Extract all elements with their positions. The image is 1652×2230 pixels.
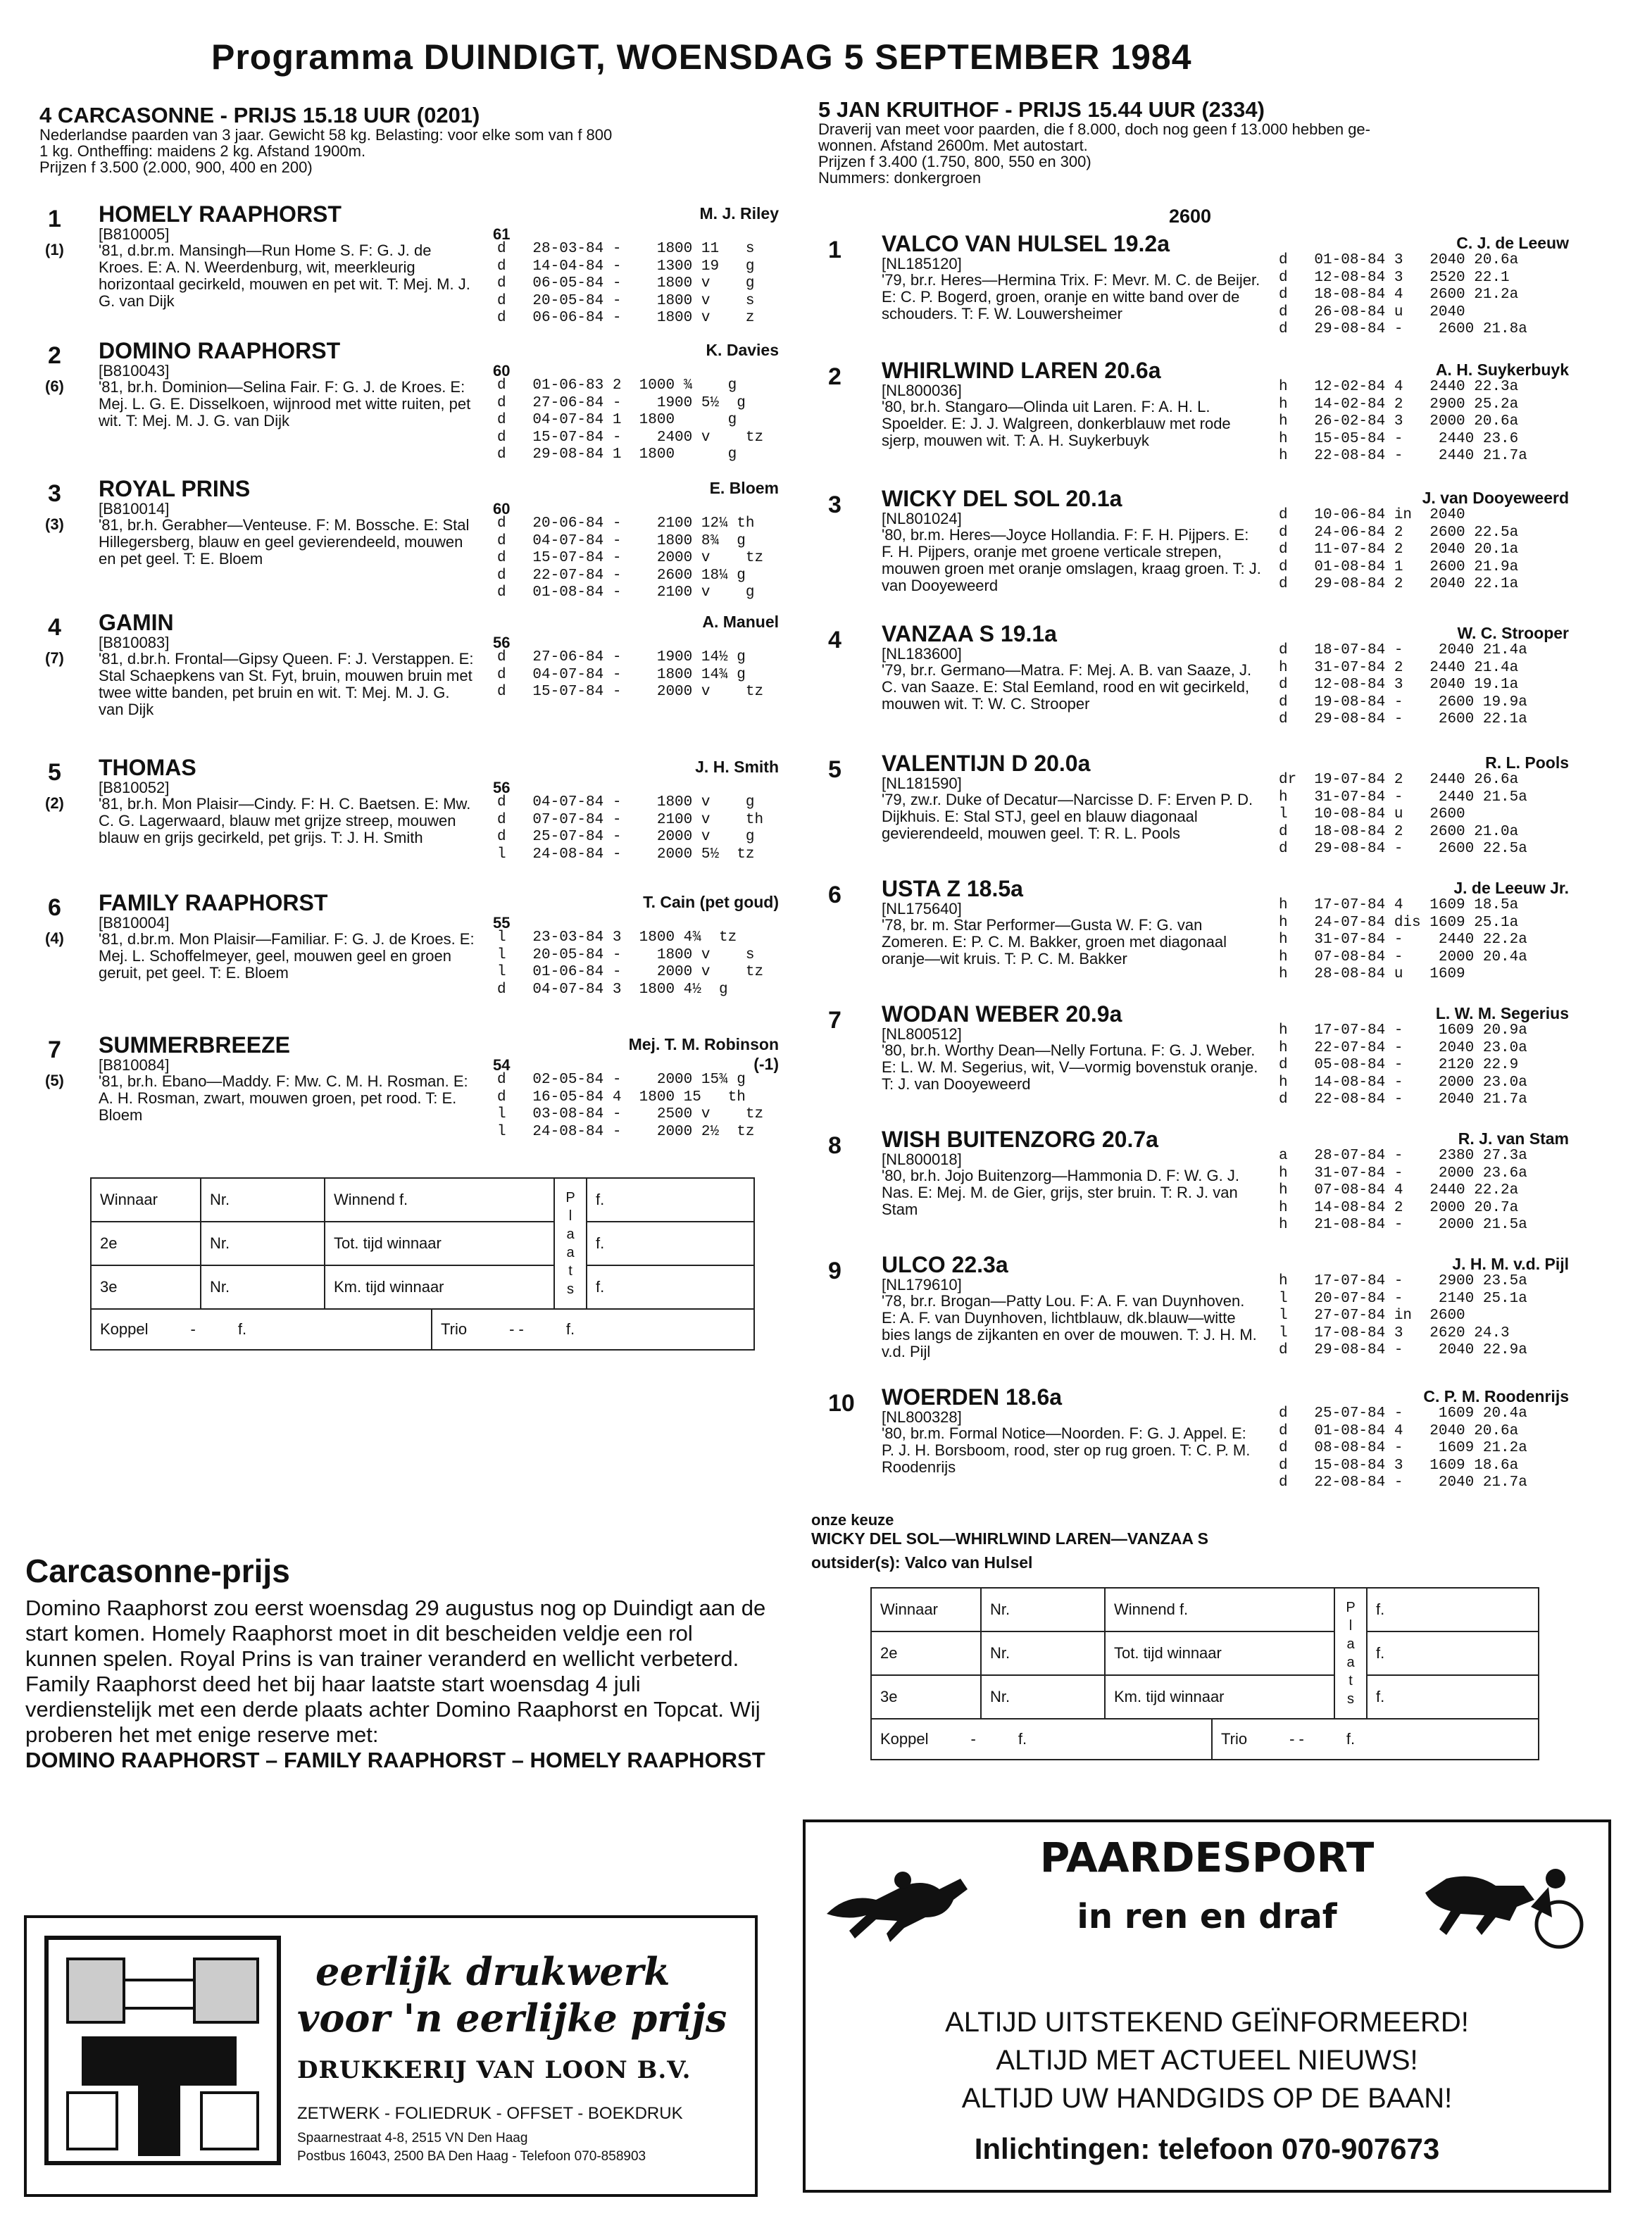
horse-name: USTA Z 18.5a: [882, 876, 1023, 901]
recent-runs: d 28-03-84 - 1800 11 s d 14-04-84 - 1300 19 g d 06-05-84 - 1800 v g d 20-05-84 - 1800 v s d 06-06-84 - 1800 v z: [497, 241, 755, 326]
race4-header-block: [39, 104, 779, 175]
horse-code: [NL800036]: [882, 382, 962, 399]
jockey-name: K. Davies: [706, 341, 779, 359]
plaats-f-1: f.: [587, 1178, 754, 1222]
trotting-horse-icon: [1411, 1850, 1594, 1956]
second-label: 2e: [871, 1631, 981, 1675]
race4-detail: 1 kg. Ontheffing: maidens 2 kg. Afstand 1900m.: [39, 142, 366, 160]
jockey-name: C. P. M. Roodenrijs: [1423, 1387, 1569, 1405]
horse-code: [NL179610]: [882, 1276, 962, 1293]
entry-number: 6: [828, 882, 841, 908]
race5-result-table: [870, 1587, 1539, 1760]
recent-runs: dr 19-07-84 2 2440 26.6a h 31-07-84 - 2440 21.5a l 10-08-84 u 2600 d 18-08-84 2 2600 21.0a d 29-08-84 - 2600 22.5a: [1279, 772, 1527, 857]
ad-line2: voor 'n eerlijke prijs: [297, 1996, 727, 2041]
post-position: (7): [45, 649, 64, 667]
ad-company: DRUKKERIJ VAN LOON B.V.: [297, 2056, 692, 2084]
jockey-name: W. C. Strooper: [1457, 624, 1569, 642]
post-position: (2): [45, 794, 64, 812]
recent-runs: d 01-06-83 2 1000 ¾ g d 27-06-84 - 1900 5½ g d 04-07-84 1 1800 g d 15-07-84 - 2400 v tz d 29-08-84 1 1800 g: [497, 377, 764, 463]
horse-description: '81, br.h. Ebano—Maddy. F: Mw. C. M. H. Rosman. E: A. H. Rosman, zwart, mouwen groen, pet rood. T: E. Bloem: [99, 1072, 468, 1124]
recent-runs: h 17-07-84 - 2900 23.5a l 20-07-84 - 2140 25.1a l 27-07-84 in 2600 l 17-08-84 3 2620 24.3 d 29-08-84 - 2040 22.9a: [1279, 1273, 1527, 1358]
recent-runs: h 12-02-84 4 2440 22.3a h 14-02-84 2 2900 25.2a h 26-02-84 3 2000 20.6a h 15-05-84 - 2440 23.6 h 22-08-84 - 2440 21.7a: [1279, 379, 1527, 464]
jockey-name: E. Bloem: [709, 479, 779, 497]
jockey-note: (-1): [753, 1055, 779, 1073]
horse-name: GAMIN: [99, 610, 174, 635]
race5-detail: Nummers: donkergroen: [818, 169, 982, 187]
post-position: (4): [45, 929, 64, 947]
horse-name: VALENTIJN D 20.0a: [882, 751, 1091, 776]
nr-label: Nr.: [981, 1675, 1105, 1719]
horse-description: '81, br.h. Gerabher—Venteuse. F: M. Bossche. E: Stal Hillegersberg, blauw en geel gevierendeeld, mouwen en pet geel. T: E. Bloem: [99, 516, 470, 568]
horse-description: '81, d.br.h. Frontal—Gipsy Queen. F: J. Verstappen. E: Stal Schaepkens van St. Fyt, bruin, mouwen bruin met twee witte banden, pet bruin en wit. T: Mej. M. J. G. van Dijk: [99, 650, 474, 718]
recent-runs: l 23-03-84 3 1800 4¾ tz l 20-05-84 - 1800 v s l 01-06-84 - 2000 v tz d 04-07-84 3 1800 4½ g: [497, 929, 764, 998]
jockey-name: R. J. van Stam: [1458, 1129, 1569, 1148]
jockey-name: M. J. Riley: [699, 204, 779, 223]
horse-description: '79, br.r. Heres—Hermina Trix. F: Mevr. M. C. de Beijer. E: C. P. Bogerd, groen, oranje en witte band over de schouders. T: F. W. Louwersheimer: [882, 271, 1260, 322]
horse-code: [B810014]: [99, 500, 170, 518]
weight: 61: [493, 225, 511, 243]
entry-number: 2: [48, 342, 61, 369]
horse-code: [B810052]: [99, 779, 170, 796]
jockey-name: J. de Leeuw Jr.: [1453, 879, 1569, 897]
race5-detail: Prijzen f 3.400 (1.750, 800, 550 en 300): [818, 153, 1091, 170]
horse-name: DOMINO RAAPHORST: [99, 338, 341, 363]
plaats-f-2: f.: [587, 1222, 754, 1265]
ad-paardesport: [803, 1819, 1611, 2193]
recent-runs: h 17-07-84 - 1609 20.9a h 22-07-84 - 2040 23.0a d 05-08-84 - 2120 22.9 h 14-08-84 - 2000 23.0a d 22-08-84 - 2040 21.7a: [1279, 1022, 1527, 1108]
article-pick: DOMINO RAAPHORST – FAMILY RAAPHORST – HOMELY RAAPHORST: [25, 1748, 765, 1772]
ad-line3: ALTIJD UW HANDGIDS OP DE BAAN!: [961, 2083, 1453, 2114]
horse-name: WHIRLWIND LAREN 20.6a: [882, 358, 1161, 383]
ad-line1: eerlijk drukwerk: [315, 1949, 670, 1994]
plaats-f-1: f.: [1367, 1588, 1539, 1631]
horse-description: '80, br.h. Stangaro—Olinda uit Laren. F: A. H. L. Spoelder. E: J. J. Walgreen, donkerblauw met rode sjerp, mouwen wit. T: A. H. Suykerbuyk: [882, 398, 1231, 449]
horse-description: '79, br.r. Germano—Matra. F: Mej. A. B. van Saaze, J. C. van Saaze. E: Stal Eemland, rood en wit gecirkeld, mouwen wit. T: W. C. Strooper: [882, 661, 1252, 713]
jockey-name: T. Cain (pet goud): [643, 893, 779, 911]
recent-runs: d 04-07-84 - 1800 v g d 07-07-84 - 2100 v th d 25-07-84 - 2000 v g l 24-08-84 - 2000 5½ tz: [497, 794, 764, 863]
race4-header: 4 CARCASONNE - PRIJS 15.18 UUR (0201): [39, 103, 480, 127]
ad-line2: ALTIJD MET ACTUEEL NIEUWS!: [996, 2045, 1418, 2076]
race4-result-table: [90, 1177, 755, 1351]
weight: 60: [493, 362, 511, 380]
jockey-name: J. van Dooyeweerd: [1422, 489, 1569, 507]
horse-description: '78, br. m. Star Performer—Gusta W. F: G. van Zomeren. E: P. C. M. Bakker, groen met diagonaal oranje—wit kruis. T: P. C. M. Bakker: [882, 916, 1227, 967]
outsider: outsider(s): Valco van Hulsel: [811, 1553, 1033, 1572]
horse-name: WICKY DEL SOL 20.1a: [882, 486, 1122, 511]
entry-number: 3: [48, 480, 61, 507]
weight: 55: [493, 914, 511, 932]
ad-services: ZETWERK - FOLIEDRUK - OFFSET - BOEKDRUK: [297, 2104, 683, 2123]
third-label: 3e: [871, 1675, 981, 1719]
horse-description: '78, br.r. Brogan—Patty Lou. F: A. F. van Duynhoven. E: A. F. van Duynhoven, lichtblauw, dk.blauw—witte bies langs de zijkanten en over de mouwen. T: J. H. M. v.d. Pijl: [882, 1292, 1257, 1360]
entry-number: 4: [48, 614, 61, 641]
horse-code: [B810083]: [99, 634, 170, 651]
jockey-name: Mej. T. M. Robinson: [628, 1035, 779, 1053]
post-position: (5): [45, 1072, 64, 1089]
nr-label: Nr.: [201, 1265, 325, 1309]
horse-name: VANZAA S 19.1a: [882, 621, 1057, 646]
weight: 56: [493, 779, 511, 796]
horse-code: [B810004]: [99, 914, 170, 932]
nr-label: Nr.: [981, 1631, 1105, 1675]
ad-subtitle: in ren en draf: [1077, 1897, 1337, 1936]
horse-name: SUMMERBREEZE: [99, 1032, 291, 1058]
horse-code: [NL183600]: [882, 645, 962, 663]
trio-cell: Trio - - f.: [1211, 1720, 1355, 1759]
plaats-f-3: f.: [587, 1265, 754, 1309]
recent-runs: d 20-06-84 - 2100 12¼ th d 04-07-84 - 1800 8¾ g d 15-07-84 - 2000 v tz d 22-07-84 - 2600 18¼ g d 01-08-84 - 2100 v g: [497, 515, 764, 601]
horse-description: '80, br.m. Heres—Joyce Hollandia. F: F. H. Pijpers. E: F. H. Pijpers, oranje met groene verticale strepen, mouwen groen met oranje omslagen, kraag groen. T: J. van Dooyeweerd: [882, 526, 1261, 594]
galloping-horse-icon: [820, 1850, 989, 1949]
jockey-name: R. L. Pools: [1485, 753, 1569, 772]
plaats-f-3: f.: [1367, 1675, 1539, 1719]
horse-description: '79, zw.r. Duke of Decatur—Narcisse D. F: Erven P. D. Dijkhuis. E: Stal STJ, geel en blauw diagonaal gevierendeeld, mouwen geel. T: R. L. Pools: [882, 791, 1253, 842]
horse-code: [NL801024]: [882, 510, 962, 527]
recent-runs: h 17-07-84 4 1609 18.5a h 24-07-84 dis 1609 25.1a h 31-07-84 - 2440 22.2a h 07-08-84 - 2000 20.4a h 28-08-84 u 1609: [1279, 897, 1527, 982]
jockey-name: J. H. Smith: [695, 758, 779, 776]
horse-code: [NL800328]: [882, 1408, 962, 1426]
entry-number: 2: [828, 363, 841, 390]
plaats-f-2: f.: [1367, 1631, 1539, 1675]
horse-code: [B810084]: [99, 1056, 170, 1074]
plaats-label: P l a a t s: [1334, 1588, 1367, 1719]
ad-line1: ALTIJD UITSTEKEND GEÏNFORMEERD!: [945, 2007, 1469, 2038]
second-label: 2e: [91, 1222, 201, 1265]
weight: 54: [493, 1056, 511, 1074]
horse-code: [NL181590]: [882, 775, 962, 792]
recent-runs: d 10-06-84 in 2040 d 24-06-84 2 2600 22.5a d 11-07-84 2 2040 20.1a d 01-08-84 1 2600 21.9a d 29-08-84 2 2040 22.1a: [1279, 507, 1519, 592]
article: [25, 1552, 766, 1773]
nr-label: Nr.: [201, 1222, 325, 1265]
horse-name: ROYAL PRINS: [99, 476, 251, 501]
recent-runs: d 01-08-84 3 2040 20.6a d 12-08-84 3 2520 22.1 d 18-08-84 4 2600 21.2a d 26-08-84 u 2040 d 29-08-84 - 2600 21.8a: [1279, 252, 1527, 337]
recent-runs: d 27-06-84 - 1900 14½ g d 04-07-84 - 1800 14¾ g d 15-07-84 - 2000 v tz: [497, 649, 764, 700]
entry-number: 4: [828, 627, 841, 653]
ad-title: PAARDESPORT: [1039, 1834, 1375, 1881]
horse-code: [NL175640]: [882, 900, 962, 917]
ad-address2: Postbus 16043, 2500 BA Den Haag - Telefoon 070-858903: [297, 2149, 646, 2164]
post-position: (1): [45, 241, 64, 258]
horse-description: '80, br.h. Jojo Buitenzorg—Hammonia D. F: W. G. J. Nas. E: Mej. M. de Gier, grijs, ster bruin. T: R. J. van Stam: [882, 1167, 1239, 1218]
race5-header: 5 JAN KRUITHOF - PRIJS 15.44 UUR (2334): [818, 97, 1265, 122]
horse-name: ULCO 22.3a: [882, 1252, 1008, 1277]
horse-description: '81, br.h. Dominion—Selina Fair. F: G. J. de Kroes. E: Mej. L. G. E. Disselkoen, wijnrood met witte ruiten, pet wit. T: Mej. M. J. G. van Dijk: [99, 378, 471, 430]
horse-code: [NL800512]: [882, 1025, 962, 1043]
entry-number: 7: [828, 1007, 841, 1034]
plaats-label: P l a a t s: [554, 1178, 587, 1309]
race4-detail: Prijzen f 3.500 (2.000, 900, 400 en 200): [39, 158, 313, 176]
ad-drukkerij: [24, 1915, 758, 2197]
entry-number: 5: [828, 756, 841, 783]
third-label: 3e: [91, 1265, 201, 1309]
koppel-cell: Koppel - f.: [880, 1730, 1027, 1748]
race5-distance: 2600: [1169, 206, 1212, 227]
horse-code: [B810005]: [99, 225, 170, 243]
trio-cell: Trio - - f.: [431, 1310, 575, 1349]
recent-runs: d 18-07-84 - 2040 21.4a h 31-07-84 2 2440 21.4a d 12-08-84 3 2040 19.1a d 19-08-84 - 2600 19.9a d 29-08-84 - 2600 22.1a: [1279, 642, 1527, 727]
km-tijd-label: Km. tijd winnaar: [325, 1265, 554, 1309]
horse-name: FAMILY RAAPHORST: [99, 890, 328, 915]
winnaar-label: Winnaar: [871, 1588, 981, 1631]
entry-number: 10: [828, 1390, 855, 1417]
recent-runs: d 25-07-84 - 1609 20.4a d 01-08-84 4 2040 20.6a d 08-08-84 - 1609 21.2a d 15-08-84 3 1609 18.6a d 22-08-84 - 2040 21.7a: [1279, 1405, 1527, 1491]
article-body: Domino Raaphorst zou eerst woensdag 29 augustus nog op Duindigt aan de start komen. Homely Raaphorst moet in dit bescheiden veldje een rol kunnen spelen. Royal Prins is van trainer veranderd en wellicht verbeterd. Family Raaphorst deed het bij haar laatste start woensdag 4 juli verdienstelijk met een derde plaats achter Domino Raaphorst en Topcat. Wij proberen het met enige reserve met:: [25, 1596, 766, 1747]
horse-description: '81, d.br.m. Mansingh—Run Home S. F: G. J. de Kroes. E: A. N. Weerdenburg, wit, meerkleurig horizontaal gecirkeld, mouwen en pet wit. T: Mej. M. J. G. van Dijk: [99, 242, 470, 310]
tot-tijd-label: Tot. tijd winnaar: [1105, 1631, 1334, 1675]
horse-code: [NL800018]: [882, 1151, 962, 1168]
nr-label: Nr.: [201, 1178, 325, 1222]
entry-number: 7: [48, 1036, 61, 1063]
keuze-label: onze keuze: [811, 1511, 894, 1529]
horse-name: VALCO VAN HULSEL 19.2a: [882, 231, 1170, 256]
race5-detail: wonnen. Afstand 2600m. Met autostart.: [818, 137, 1088, 154]
ad-contact: Inlichtingen: telefoon 070-907673: [974, 2132, 1440, 2165]
article-title: Carcasonne-prijs: [25, 1553, 290, 1589]
recent-runs: a 28-07-84 - 2380 27.3a h 31-07-84 - 2000 23.6a h 07-08-84 4 2440 22.2a h 14-08-84 2 2000 20.7a h 21-08-84 - 2000 21.5a: [1279, 1148, 1527, 1233]
horse-name: HOMELY RAAPHORST: [99, 201, 342, 227]
race4-detail: Nederlandse paarden van 3 jaar. Gewicht 58 kg. Belasting: voor elke som van f 800: [39, 126, 613, 144]
horse-description: '81, d.br.m. Mon Plaisir—Familiar. F: G. J. de Kroes. E: Mej. L. Schoffelmeyer, geel, mouwen geel en groen geruit, pet geel. T: E. Bloem: [99, 930, 475, 982]
km-tijd-label: Km. tijd winnaar: [1105, 1675, 1334, 1719]
horse-description: '81, br.h. Mon Plaisir—Cindy. F: H. C. Baetsen. E: Mw. C. G. Lagerwaard, blauw met grijze streep, mouwen blauw en grijs gecirkeld, pet grijs. T: J. H. Smith: [99, 795, 471, 846]
jockey-name: J. H. M. v.d. Pijl: [1452, 1255, 1569, 1273]
nr-label: Nr.: [981, 1588, 1105, 1631]
tot-tijd-label: Tot. tijd winnaar: [325, 1222, 554, 1265]
horse-name: WODAN WEBER 20.9a: [882, 1001, 1122, 1027]
weight: 60: [493, 500, 511, 518]
entry-number: 3: [828, 491, 841, 518]
race5-header-block: [818, 99, 1607, 186]
post-position: (3): [45, 515, 64, 533]
entry-number: 5: [48, 759, 61, 786]
entry-number: 8: [828, 1132, 841, 1159]
race5-detail: Draverij van meet voor paarden, die f 8.000, doch nog geen f 13.000 hebben ge-: [818, 120, 1370, 138]
page-title: Programma DUINDIGT, WOENSDAG 5 SEPTEMBER 1984: [211, 37, 1192, 77]
horse-description: '80, br.h. Worthy Dean—Nelly Fortuna. F: G. J. Weber. E: L. W. M. Segerius, wit, V—vormig bovenstuk oranje. T: J. van Dooyeweerd: [882, 1041, 1258, 1093]
winnaar-label: Winnaar: [91, 1178, 201, 1222]
entry-number: 1: [828, 237, 841, 263]
winnend-label: Winnend f.: [1105, 1588, 1334, 1631]
jockey-name: C. J. de Leeuw: [1456, 234, 1569, 252]
jockey-name: A. Manuel: [702, 613, 779, 631]
weight: 56: [493, 634, 511, 651]
post-position: (6): [45, 377, 64, 395]
horse-description: '80, br.m. Formal Notice—Noorden. F: G. J. Appel. E: P. J. H. Borsboom, rood, ster op rug groen. T: C. P. M. Roodenrijs: [882, 1424, 1251, 1476]
horse-name: WOERDEN 18.6a: [882, 1384, 1063, 1410]
entry-number: 9: [828, 1258, 841, 1284]
recent-runs: d 02-05-84 - 2000 15¾ g d 16-05-84 4 1800 15 th l 03-08-84 - 2500 v tz l 24-08-84 - 2000 2½ tz: [497, 1072, 764, 1140]
entry-number: 6: [48, 894, 61, 921]
horse-code: [B810043]: [99, 362, 170, 380]
jockey-name: L. W. M. Segerius: [1435, 1004, 1569, 1022]
horse-code: [NL185120]: [882, 255, 962, 273]
drukkerij-logo: [39, 1931, 293, 2170]
horse-name: THOMAS: [99, 755, 196, 780]
horse-name: WISH BUITENZORG 20.7a: [882, 1127, 1158, 1152]
keuze-picks: WICKY DEL SOL—WHIRLWIND LAREN—VANZAA S: [811, 1529, 1208, 1548]
koppel-cell: Koppel - f.: [100, 1320, 247, 1338]
winnend-label: Winnend f.: [325, 1178, 554, 1222]
ad-address1: Spaarnestraat 4-8, 2515 VN Den Haag: [297, 2131, 528, 2146]
jockey-name: A. H. Suykerbuyk: [1435, 361, 1569, 379]
entry-number: 1: [48, 206, 61, 232]
